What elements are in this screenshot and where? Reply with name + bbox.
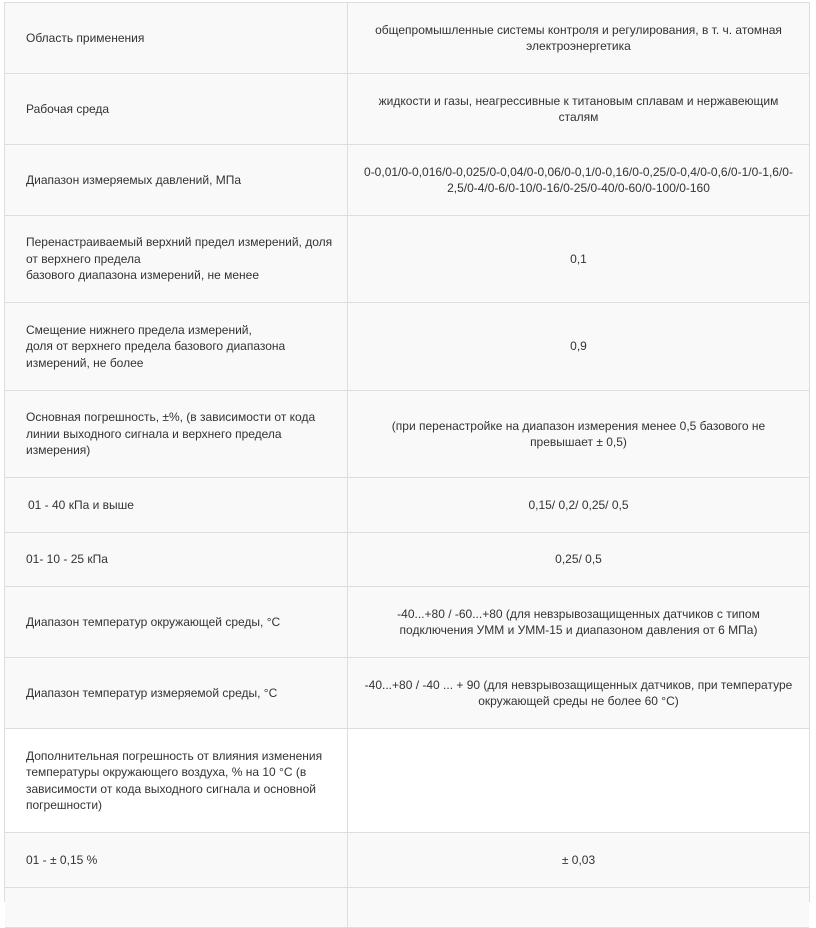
row-label [5, 533, 348, 586]
row-value [348, 533, 809, 586]
row-label [5, 888, 348, 927]
row-value-text: ± 0,03 [561, 852, 596, 867]
row-label [5, 478, 348, 532]
table-row [5, 478, 809, 533]
row-label-text: 01- 10 - 25 кПа [26, 552, 108, 567]
row-value [348, 888, 809, 927]
table-row [5, 3, 809, 74]
row-label [5, 3, 348, 73]
row-label-text: Перенастраиваемый верхний предел измерений, доля от верхнего предела базового диапазона измерений, не менее [26, 235, 333, 283]
row-label [5, 658, 348, 728]
row-label [5, 145, 348, 215]
row-label [5, 216, 348, 302]
row-label-text: Дополнительная погрешность от влияния изменения температуры окружающего воздуха, % на 10 °С (в зависимости от кода выходного сигнала и основной погрешности) [26, 748, 323, 812]
row-label-text: Диапазон измеряемых давлений, МПа [26, 172, 242, 187]
row-label [5, 587, 348, 657]
row-label-text: Смещение нижнего предела измерений, доля от верхнего предела базового диапазона измерений, не более [26, 322, 286, 370]
table-row [5, 587, 809, 658]
row-label [5, 729, 348, 832]
table-row [5, 74, 809, 145]
table-row [5, 533, 809, 587]
row-label-text: 01 - 40 кПа и выше [28, 497, 134, 512]
row-label [5, 303, 348, 390]
row-value-text: 0,25/ 0,5 [555, 552, 602, 567]
table-row [5, 216, 809, 303]
row-value [348, 729, 809, 832]
row-value-text: жидкости и газы, неагрессивные к титановым сплавам и нержавеющим сталям [378, 93, 779, 124]
row-value-text: (при перенастройке на диапазон измерения менее 0,5 базового не превышает ± 0,5) [391, 418, 766, 449]
table-row [5, 658, 809, 729]
row-label-text: Рабочая среда [26, 101, 110, 116]
specifications-table [4, 2, 810, 902]
row-value-text: -40...+80 / -40 ... + 90 (для невзрывозащищенных датчиков, при температуре окружающей среды не более 60 °С) [364, 677, 793, 708]
table-row [5, 729, 809, 833]
table-row [5, 888, 809, 928]
table-row [5, 303, 809, 391]
row-value-text: 0-0,01/0-0,016/0-0,025/0-0,04/0-0,06/0-0,1/0-0,16/0-0,25/0-0,4/0-0,6/0-1/0-1,6/0-2,5/0-4/0-6/0-10/0-16/0-25/0-40/0-60/0-100/0-160 [364, 164, 793, 195]
row-label-text: Основная погрешность, ±%, (в зависимости от кода линии выходного сигнала и верхнего предела измерения) [26, 410, 316, 458]
row-value-text: общепромышленные системы контроля и регулирования, в т. ч. атомная электроэнергетика [375, 22, 782, 53]
row-label [5, 74, 348, 144]
row-value [348, 74, 809, 144]
row-value-text: 0,1 [570, 251, 587, 266]
row-value [348, 391, 809, 477]
row-value [348, 145, 809, 215]
row-value [348, 658, 809, 728]
row-value [348, 833, 809, 887]
row-value [348, 3, 809, 73]
row-value [348, 587, 809, 657]
row-label-text: Диапазон температур окружающей среды, °С [26, 614, 281, 629]
row-value [348, 216, 809, 302]
row-label-text: Диапазон температур измеряемой среды, °С [26, 685, 278, 700]
row-value [348, 478, 809, 532]
row-label [5, 391, 348, 477]
row-value-text: 0,9 [570, 339, 587, 354]
row-label [5, 833, 348, 887]
row-value-text: -40...+80 / -60...+80 (для невзрывозащищенных датчиков с типом подключения УММ и УММ-15 и диапазоном давления от 6 МПа) [397, 606, 760, 637]
table-row [5, 833, 809, 888]
table-row [5, 391, 809, 478]
table-row [5, 145, 809, 216]
row-label-text: 01 - ± 0,15 % [26, 852, 98, 867]
row-label-text: Область применения [26, 30, 145, 45]
row-value [348, 303, 809, 390]
row-value-text: 0,15/ 0,2/ 0,25/ 0,5 [528, 497, 629, 512]
